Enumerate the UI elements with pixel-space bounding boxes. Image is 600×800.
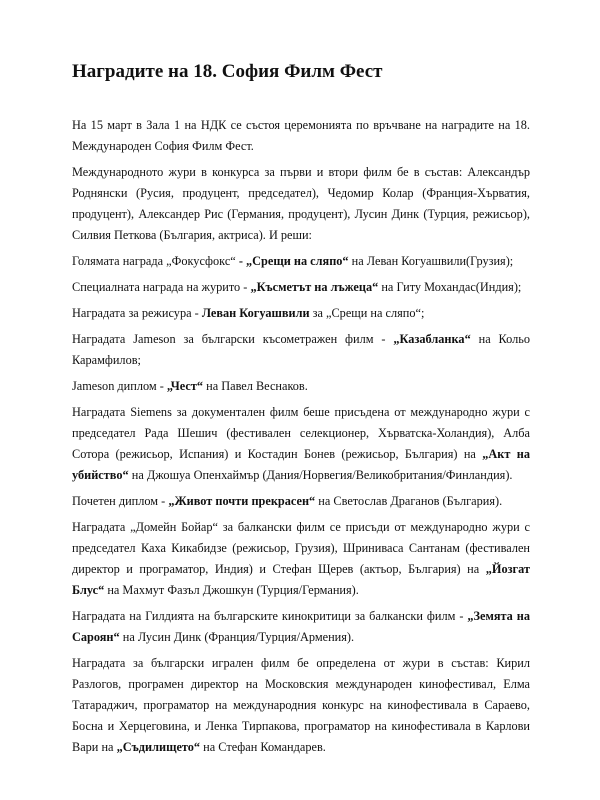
paragraph-text: Наградата „Домейн Бойар“ за балкански филм се присъди от международно жури с председател Каха Кикабидзе (режисьор, Грузия), Шриниваса Сантанам (фестивален директор и програматор, Индия) и Стефан Щерев (актьор, България) на [72, 520, 530, 576]
bold-title-text: „Акт на убийство“ [72, 447, 530, 482]
paragraph-12 [72, 653, 530, 758]
paragraph-6 [72, 329, 530, 371]
bold-title-text: „Живот почти прекрасен“ [168, 494, 316, 508]
paragraph-text: Специалната награда на журито - [72, 280, 251, 294]
paragraph-text: Голямата награда „Фокусфокс“ [72, 254, 239, 268]
document-body [72, 115, 530, 758]
paragraph-text: на Джошуа Опенхаймър (Дания/Норвегия/Великобритания/Финландия). [128, 468, 513, 482]
document-page [72, 60, 530, 763]
paragraph-text: Наградата на Гилдията на българските кинокритици за балкански филм - [72, 609, 468, 623]
paragraph-text: на Павел Веснаков. [203, 379, 308, 393]
paragraph-7 [72, 376, 530, 397]
paragraph-text: на Лусин Динк (Франция/Турция/Армения). [119, 630, 355, 644]
paragraph-text: Наградата за български игрален филм бе определена от жури в състав: Кирил Разлогов, програмен директор на Московския международен кинофестивал, Елма Татараджич, програматор на международния конкурс на кинофестивала в Сараево, Босна и Херцеговина, и Ленка Тирпакова, програматор на кинофестивала в Карлови Вари на [72, 656, 530, 754]
paragraph-4 [72, 277, 530, 298]
paragraph-text: Почетен диплом - [72, 494, 169, 508]
paragraph-text: Jameson диплом - [72, 379, 167, 393]
paragraph-text: на Светослав Драганов (България). [315, 494, 503, 508]
paragraph-5 [72, 303, 530, 324]
paragraph-text: на Леван Когуашвили(Грузия); [348, 254, 514, 268]
page-title: Наградите на 18. София Филм Фест [72, 61, 383, 82]
paragraph-11 [72, 606, 530, 648]
paragraph-text: На 15 март в Зала 1 на НДК се състоя церемонията по връчване на наградите на 18. Международен София Филм Фест. [72, 118, 530, 153]
paragraph-9 [72, 491, 530, 512]
paragraph-text: за „Срещи на сляпо“; [309, 306, 425, 320]
paragraph-text: Наградата Jameson за български късометражен филм - [72, 332, 394, 346]
bold-title-text: „Казабланка“ [393, 332, 471, 346]
paragraph-text: на Кольо Карамфилов; [72, 332, 531, 367]
paragraph-text: на Гиту Мохандас(Индия); [378, 280, 522, 294]
bold-title-text: „Късметът на лъжеца“ [250, 280, 379, 294]
paragraph-text: на Стефан Командарев. [200, 740, 326, 754]
bold-title-text: - „Срещи на сляпо“ [238, 254, 349, 268]
bold-title-text: „Йозгат Блус“ [72, 562, 530, 597]
bold-title-text: Леван Когуашвили [201, 306, 310, 320]
paragraph-8 [72, 402, 530, 486]
paragraph-10 [72, 517, 530, 601]
paragraph-text: Международното жури в конкурса за първи и втори филм бе в състав: Александър Роднянски (Русия, продуцент, председател), Чедомир Колар (Франция-Хърватия, продуцент), Александер Рис (Германия, продуцент), Лусин Динк (Турция, режисьор), Силвия Петкова (България, актриса). И реши: [72, 165, 530, 242]
paragraph-3 [72, 251, 530, 272]
bold-title-text: „Чест“ [166, 379, 204, 393]
bold-title-text: „Съдилището“ [116, 740, 201, 754]
paragraph-text: Наградата Siemens за документален филм беше присъдена от международно жури с председател Рада Шешич (фестивален селекционер, Хърватска-Холандия), Алба Сотора (режисьор, Испания) и Костадин Бонев (режисьор, България) на [72, 405, 530, 461]
paragraph-1 [72, 115, 530, 157]
paragraph-text: Наградата за режисура - [72, 306, 202, 320]
paragraph-2 [72, 162, 530, 246]
bold-title-text: „Земята на Сароян“ [72, 609, 530, 644]
paragraph-text: на Махмут Фазъл Джошкун (Турция/Германия). [104, 583, 359, 597]
